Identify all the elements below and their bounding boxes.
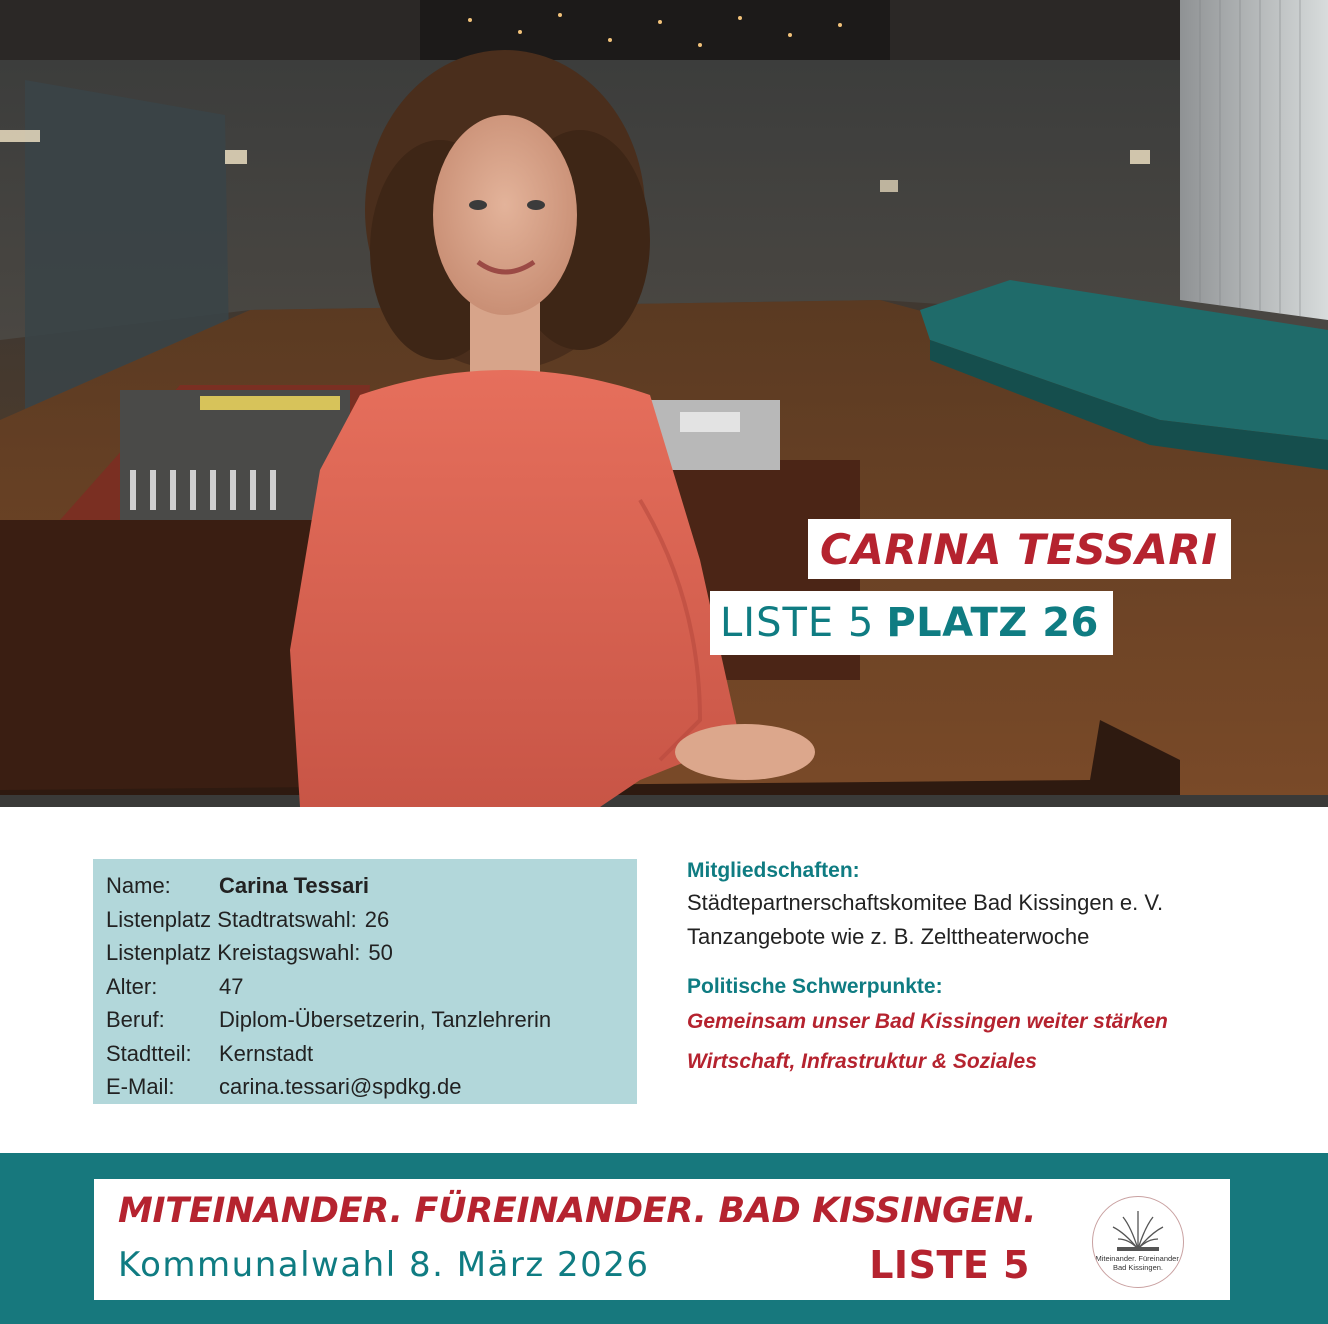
focus-item: Gemeinsam unser Bad Kissingen weiter stärken	[687, 1010, 1168, 1033]
info-key: Stadtteil:	[106, 1040, 192, 1066]
info-row-email	[106, 1070, 637, 1104]
membership-item: Städtepartnerschaftskomitee Bad Kissingen e. V.	[687, 890, 1164, 915]
info-value: Kernstadt	[219, 1040, 314, 1066]
info-value: Carina Tessari	[219, 873, 370, 898]
info-key: Beruf:	[106, 1007, 165, 1032]
email-link[interactable]: carina.tessari@spdkg.de	[219, 1074, 462, 1099]
footer-band	[0, 1153, 1328, 1324]
info-row-name	[106, 869, 637, 903]
info-key: E-Mail:	[106, 1074, 175, 1099]
candidate-name-headline: CARINA TESSARI	[820, 524, 1218, 574]
focus-item: Wirtschaft, Infrastruktur & Soziales	[687, 1050, 1037, 1073]
focus-title: Politische Schwerpunkte:	[687, 975, 943, 998]
candidate-info-box	[93, 859, 637, 1104]
election-date: Kommunalwahl 8. März 2026	[118, 1245, 650, 1285]
candidate-name-banner	[808, 519, 1231, 579]
info-row-kreistag	[106, 936, 637, 970]
footer-list-label: LISTE 5	[869, 1243, 1030, 1287]
campaign-slogan: MITEINANDER. FÜREINANDER. BAD KISSINGEN.	[118, 1191, 1037, 1231]
membership-item: Tanzangebote wie z. B. Zelttheaterwoche	[687, 924, 1090, 949]
info-key: Name:	[106, 873, 171, 898]
heart-icon: ♥	[1099, 1269, 1107, 1283]
info-row-age	[106, 970, 637, 1004]
info-value: 50	[368, 940, 393, 965]
info-key: Listenplatz Stadtratswahl:	[106, 906, 357, 932]
info-value: 47	[219, 973, 244, 999]
memberships-and-focus	[687, 856, 1287, 1082]
info-value: 26	[364, 906, 390, 932]
memberships-title: Mitgliedschaften:	[687, 859, 860, 882]
info-key: Alter:	[106, 973, 158, 999]
info-value: Diplom-Übersetzerin, Tanzlehrerin	[219, 1007, 552, 1032]
logo-text: Miteinander. Füreinander. Bad Kissingen.	[1095, 1254, 1181, 1272]
fountain-icon	[1093, 1197, 1183, 1287]
list-place-banner	[710, 591, 1113, 655]
info-row-district	[106, 1037, 637, 1071]
place-label: PLATZ 26	[886, 600, 1099, 646]
info-row-job	[106, 1003, 637, 1037]
list-label: LISTE 5	[720, 600, 875, 646]
footer-panel	[94, 1179, 1230, 1300]
info-key: Listenplatz Kreistagswahl:	[106, 940, 361, 965]
fountain-logo-icon	[1092, 1196, 1184, 1288]
info-row-stadtrat	[106, 903, 637, 937]
